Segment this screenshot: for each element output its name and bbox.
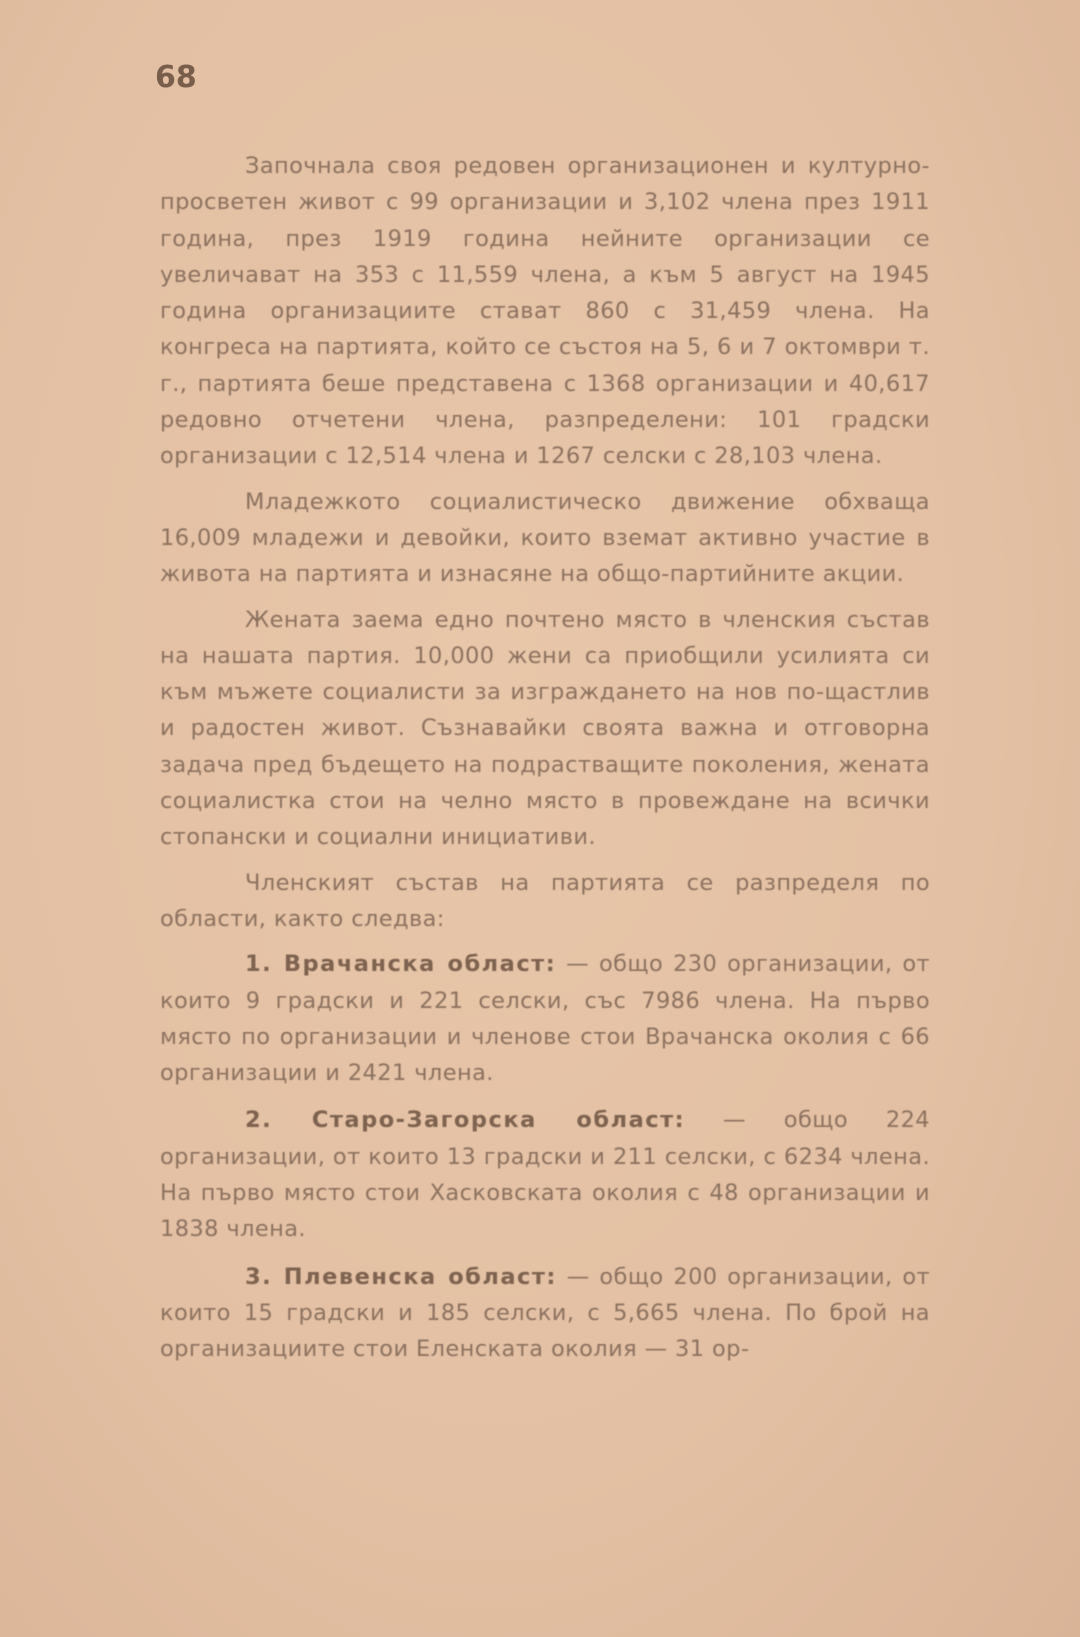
section-vratsa: [160, 946, 930, 1091]
section-text: — общо 230 организации, от които 9 градски и 221 селски, със 7986 члена. На първо място по организации и членове стои Врачанска околия с 66 организации и 2421 члена.: [160, 951, 930, 1087]
section-title: 2. Старо-Загорска област:: [245, 1107, 686, 1134]
page-number: 68: [155, 60, 197, 95]
section-pleven: [160, 1259, 930, 1368]
paragraph-history: Започнала своя редовен организационен и културно-просветен живот с 99 организации и 3,102 члена през 1911 година, през 1919 година нейните организации се увеличават на 353 с 11,559 члена, а към 5 август на 1945 година организациите стават 860 с 31,459 члена. На конгреса на партията, който се състоя на 5, 6 и 7 октомври т. г., партията беше представена с 1368 организации и 40,617 редовно отчетени члена, разпределени: 101 градски организации с 12,514 члена и 1267 селски с 28,103 члена.: [160, 153, 930, 470]
section-text: — общо 224 организации, от които 13 градски и 211 селски, с 6234 члена. На първо място стои Хасковската околия с 48 организации и 1838 члена.: [160, 1107, 930, 1243]
section-title: 1. Врачанска област:: [245, 951, 557, 978]
section-title: 3. Плевенска област:: [245, 1263, 557, 1290]
page-text: [160, 148, 930, 1379]
section-text: — общо 200 организации, от които 15 градски и 185 селски, с 5,665 члена. По брой на организациите стои Еленската околия — 31 ор-: [160, 1263, 930, 1363]
paragraph-women: Жената заема едно почтено място в членския състав на нашата партия. 10,000 жени са приобщили усилията си към мъжете социалисти за изграждането на нов по-щастлив и радостен живот. Съзнавайки своята важна и отговорна задача пред бъдещето на подрастващите поколения, жената социалистка стои на челно място в провеждане на всички стопански и социални инициативи.: [160, 606, 930, 851]
paragraph-distribution-intro: Членският състав на партията се разпределя по области, както следва:: [160, 869, 930, 932]
section-stara-zagora: [160, 1102, 930, 1247]
paragraph-youth: Младежкото социалистическо движение обхваща 16,009 младежи и девойки, които вземат активно участие в живота на партията и изнасяне на общо-партийните акции.: [160, 488, 930, 588]
